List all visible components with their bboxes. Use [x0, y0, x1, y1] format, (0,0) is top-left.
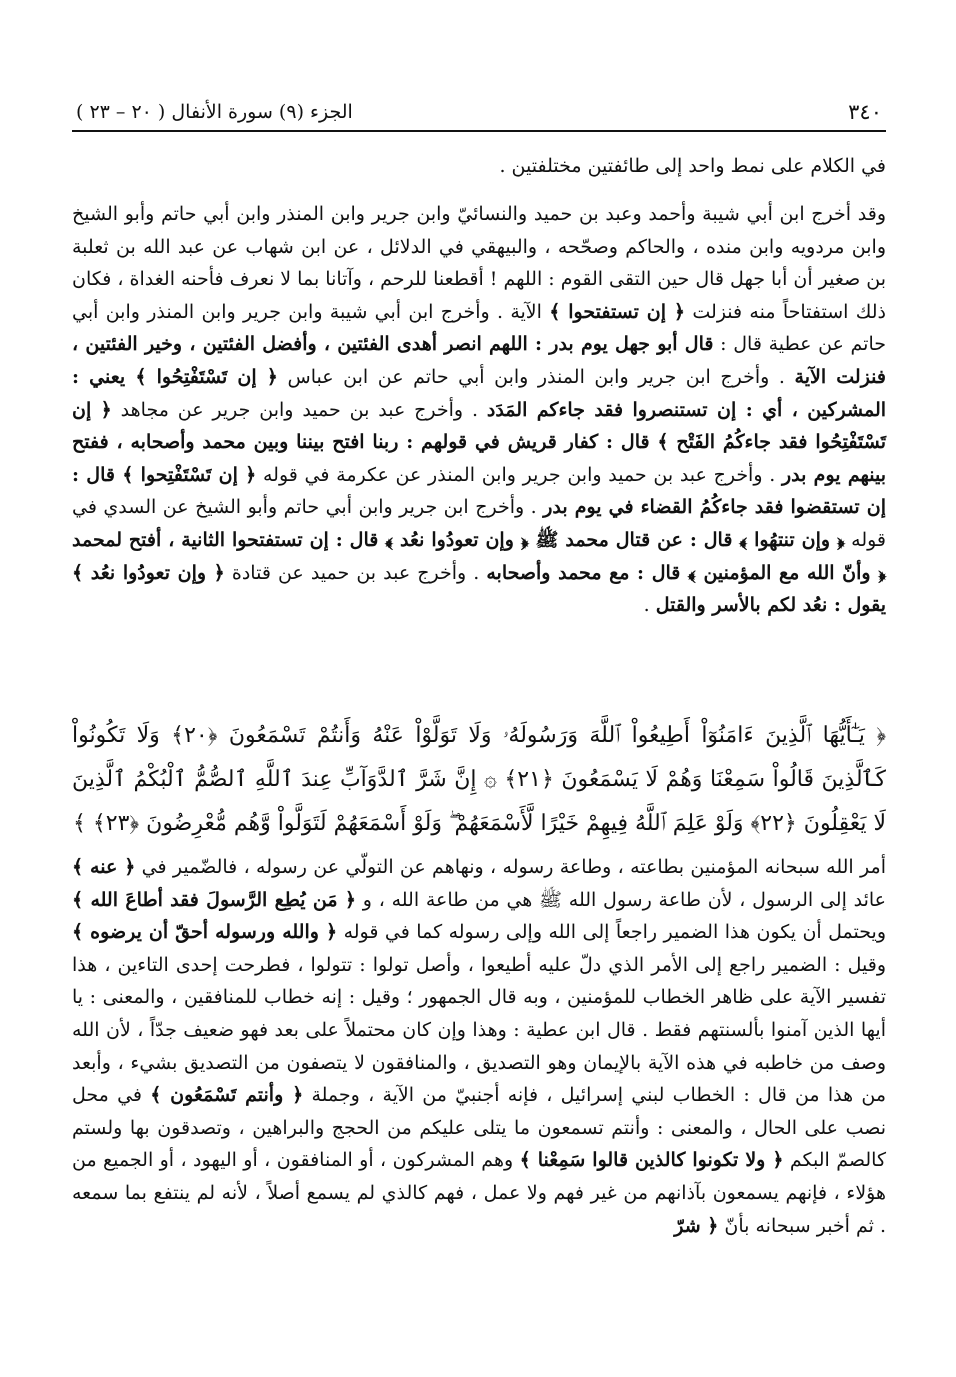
commentary-paragraph [72, 851, 886, 1242]
commentary-text-segment: وقيل : الضمير راجع إلى الأمر الذي دلّ عليه أطيعوا ، وأصل تولوا : تتولوا ، فطرحت إحدى التاءين ، هذا تفسير الآية على ظاهر الخطاب للمؤمنين ، وبه قال الجمهور ؛ وقيل : إنه خطاب للمنافقين ، والمعنى : يا أيها الذين آمنوا بألسنتهم فقط . قال ابن عطية : وهذا وإن كان محتملاً على بعد فهو ضعيف جدّاً ، لأن الله وصف من خاطبه في هذه الآية بالإيمان وهو التصديق ، والمنافقون لا يتصفون من التصديق بشيء ، وأبعد من هذا من قال : الخطاب لبني إسرائيل ، فإنه أجنبيّ من الآية ، وجملة [72, 953, 886, 1107]
hadith-text-segment: الآية . وأخرج ابن أبي شيبة وابن جرير وابن المنذر وابن أبي حاتم عن عطية قال : [72, 300, 887, 356]
header-rule [72, 130, 886, 132]
page-header [72, 96, 886, 128]
hadith-text-segment: . وأخرج عبد بن حميد وابن جرير عن مجاهد [111, 398, 487, 421]
quran-verses: ﴿ يَـٰٓأَيُّهَا ٱلَّذِينَ ءَامَنُوٓاْ أَطِيعُواْ ٱللَّهَ وَرَسُولَهُۥ وَلَا تَوَلَّوْاْ عَنْهُ وَأَنتُمْ تَسْمَعُونَ ﴿٢٠﴾ وَلَا تَكُونُواْ كَٱلَّذِينَ قَالُواْ سَمِعْنَا وَهُمْ لَا يَسْمَعُونَ ﴿٢١﴾ ۞ إِنَّ شَرَّ ٱلدَّوَآبِّ عِندَ ٱللَّهِ ٱلصُّمُّ ٱلْبُكْمُ ٱلَّذِينَ لَا يَعْقِلُونَ ﴿٢٢﴾ وَلَوْ عَلِمَ ٱللَّهُ فِيهِمْ خَيْرًا لَّأَسْمَعَهُمْ ۖ وَلَوْ أَسْمَعَهُمْ لَتَوَلَّواْ وَّهُم مُّعْرِضُونَ ﴿٢٣﴾ ﴾ [72, 723, 887, 836]
hadith-text-segment: . وأخرج ابن جرير وابن المنذر وابن أبي حاتم عن ابن عباس [277, 365, 795, 388]
hadith-bold-segment: ﴿ وإن تعودُوا نعُد ﴾ يقول : نعُد لكم بالأسر والقتل [72, 561, 886, 617]
hadith-text-segment: . وأخرج عبد بن حميد وابن جرير وابن المنذر عن عكرمة في قوله [256, 463, 782, 486]
commentary-bold-segment: ﴿ والله ورسوله أحقّ أن يرضوه ﴾ [72, 921, 338, 944]
document-page [72, 0, 886, 1377]
commentary-bold-segment: ﴿ ولا تكونوا كالذين قالوا سَمِعْنا ﴾ [519, 1149, 784, 1172]
hadith-text-segment: وقد أخرج ابن أبي شيبة وأحمد وعبد بن حميد والنسائيّ وابن جرير وابن المنذر وابن أبي حاتم وأبو الشيخ وابن مردويه وابن منده ، والحاكم وصحّحه ، والبيهقي في الدلائل ، عن ابن شهاب عن عبد الله بن ثعلبة بن صغير أن أبا جهل قال حين التقى القوم : اللهم ! أقطعنا للرحم ، وآتانا بما لا نعرف فأحنه الغداة ، فكان ذلك استفتاحاً منه فنزلت [72, 203, 886, 323]
commentary-text-segment: أمر الله سبحانه المؤمنين بطاعته ، وطاعة رسوله ، ونهاهم عن التولّي عن رسوله ، فالضّمير في [135, 856, 886, 878]
hadith-bold-segment: ﴿ إن تَسْتَفْتِحُوا فقد جاءكُمُ الفَتْح ﴾ قال : كفار قريش في قولهم : ربنا افتح بيننا وبين محمد وأصحابه ، ففتح بينهم يوم بدر [72, 398, 886, 486]
hadith-bold-segment: ﴿ إن تَسْتَفْتِحُوا ﴾ يعني : المشركين ، أي : إن تستنصروا فقد جاءكم المَدَد [72, 365, 887, 421]
commentary-text-segment: عائد إلى الرسول ، لأن طاعة رسول الله ﷺ هي من طاعة الله ، و [356, 888, 887, 911]
hadith-text-segment: . [643, 594, 656, 617]
commentary-bold-segment: ﴿ عنه ﴾ [72, 856, 136, 878]
hadith-bold-segment: قال أبو جهل يوم بدر : اللهم انصر أهدى الفئتين ، وأفضل الفئتين ، وخير الفئتين ، فنزلت الآية [72, 333, 886, 388]
hadith-bold-segment: ﴿ إن تستفتحوا ﴾ [549, 300, 686, 323]
page-number: ٣٤٠ [848, 100, 882, 124]
commentary-text-segment: ويحتمل أن يكون هذا الضمير راجعاً إلى الله وإلى رسوله كما في قوله [337, 921, 887, 944]
commentary-bold-segment: ﴿ مَن يُطِع الرَّسولَ فقد أطاعَ الله ﴾ [72, 888, 357, 911]
hadith-paragraph [72, 198, 886, 622]
hadith-text-segment: . وأخرج عبد بن حميد عن قتادة [224, 561, 487, 584]
running-title: الجزء (٩) سورة الأنفال ( ٢٠ – ٢٣ ) [76, 101, 353, 123]
hadith-bold-segment: ﴿ وإن تنتهُوا ﴾ قال : عن قتال محمد ﷺ ﴿ وإن تعودُوا نعُد ﴾ قال : إن تستفتحوا الثانية ، أفتح لمحمد ﴿ وأنّ الله مع المؤمنين ﴾ قال : مع محمد وأصحابه [72, 528, 887, 584]
commentary-bold-segment: ﴿ وأنتم تَسْمَعُون ﴾ [150, 1084, 304, 1107]
commentary-text-segment: وهم المشركون ، أو المنافقون ، أو اليهود ، أو الجميع من هؤلاء ، فإنهم يسمعون بآذانهم من غير فهم ولا عمل ، فهم كالذي لم يسمع أصلاً ، لأنه لم ينتفع بما سمعه . ثم أخبر سبحانه بأنّ [72, 1149, 886, 1237]
intro-paragraph: في الكلام على نمط واحد إلى طائفتين مختلفتين . [499, 155, 886, 177]
hadith-text-segment: . وأخرج ابن جرير وابن أبي حاتم وأبو الشيخ عن السدي في قوله [72, 496, 887, 551]
commentary-text-segment: في محل نصب على الحال ، والمعنى : وأنتم تسمعون ما يتلى عليكم من الحجج والبراهين ، وتصدقون بها ولستم كالصمّ البكم [72, 1084, 887, 1172]
commentary-bold-segment: ﴿ شرّ [674, 1214, 719, 1237]
hadith-bold-segment: ﴿ إن تَسْتَفْتِحوا ﴾ قال : إن تستقضوا فقد جاءكُمُ القضاء في يوم بدر [72, 463, 886, 519]
